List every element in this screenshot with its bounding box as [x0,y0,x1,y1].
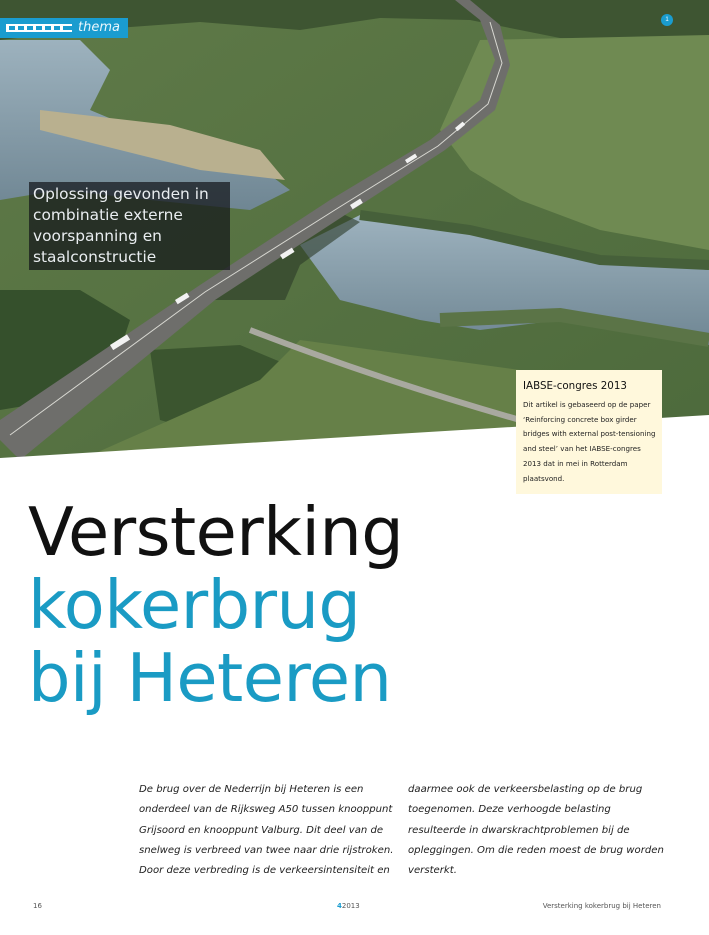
sidebar-box-title: IABSE-congres 2013 [523,380,627,392]
intro-column-2 [408,780,670,881]
section-label: thema [78,20,120,35]
intro-text-1: De brug over de Nederrijn bij Heteren is een onderdeel van de Rijksweg A50 tussen knooppunt Grijsoord en knooppunt Valburg. Dit deel van de snelweg is verbreed van twee naar drie rijstroken. Door deze verbreding is de verkeersintensiteit en [139,784,394,877]
footer-issue-number: 4 [337,902,342,910]
headline-line-3: bij Heteren [28,639,392,717]
sidebar-box [516,370,662,494]
page-marker: 1 [661,14,673,26]
footer-running-title: Versterking kokerbrug bij Heteren [542,902,661,910]
footer-page-number: 16 [33,902,42,910]
footer-issue [337,902,360,910]
footer-issue-year: 2013 [341,902,360,910]
headline-line-1: Versterking [28,493,404,571]
photo-caption: Oplossing gevonden in combinatie externe voorspanning en staalconstructie [33,185,209,266]
magazine-logo-icon [6,24,72,32]
article-headline [28,493,404,717]
intro-text-2: daarmee ook de verkeersbelasting op de brug toegenomen. Deze verhoogde belasting resulteerde in dwarskrachtproblemen bij de opleggingen. Om die reden moest de brug worden versterkt. [408,784,664,877]
sidebar-box-body: Dit artikel is gebaseerd op de paper ‘Reinforcing concrete box girder bridges with external post-tensioning and steel’ van het IABSE-congres 2013 dat in mei in Rotterdam plaatsvond. [523,400,656,483]
photo-caption-box [29,182,230,270]
headline-line-2: kokerbrug [28,566,361,644]
intro-column-1 [139,780,401,881]
